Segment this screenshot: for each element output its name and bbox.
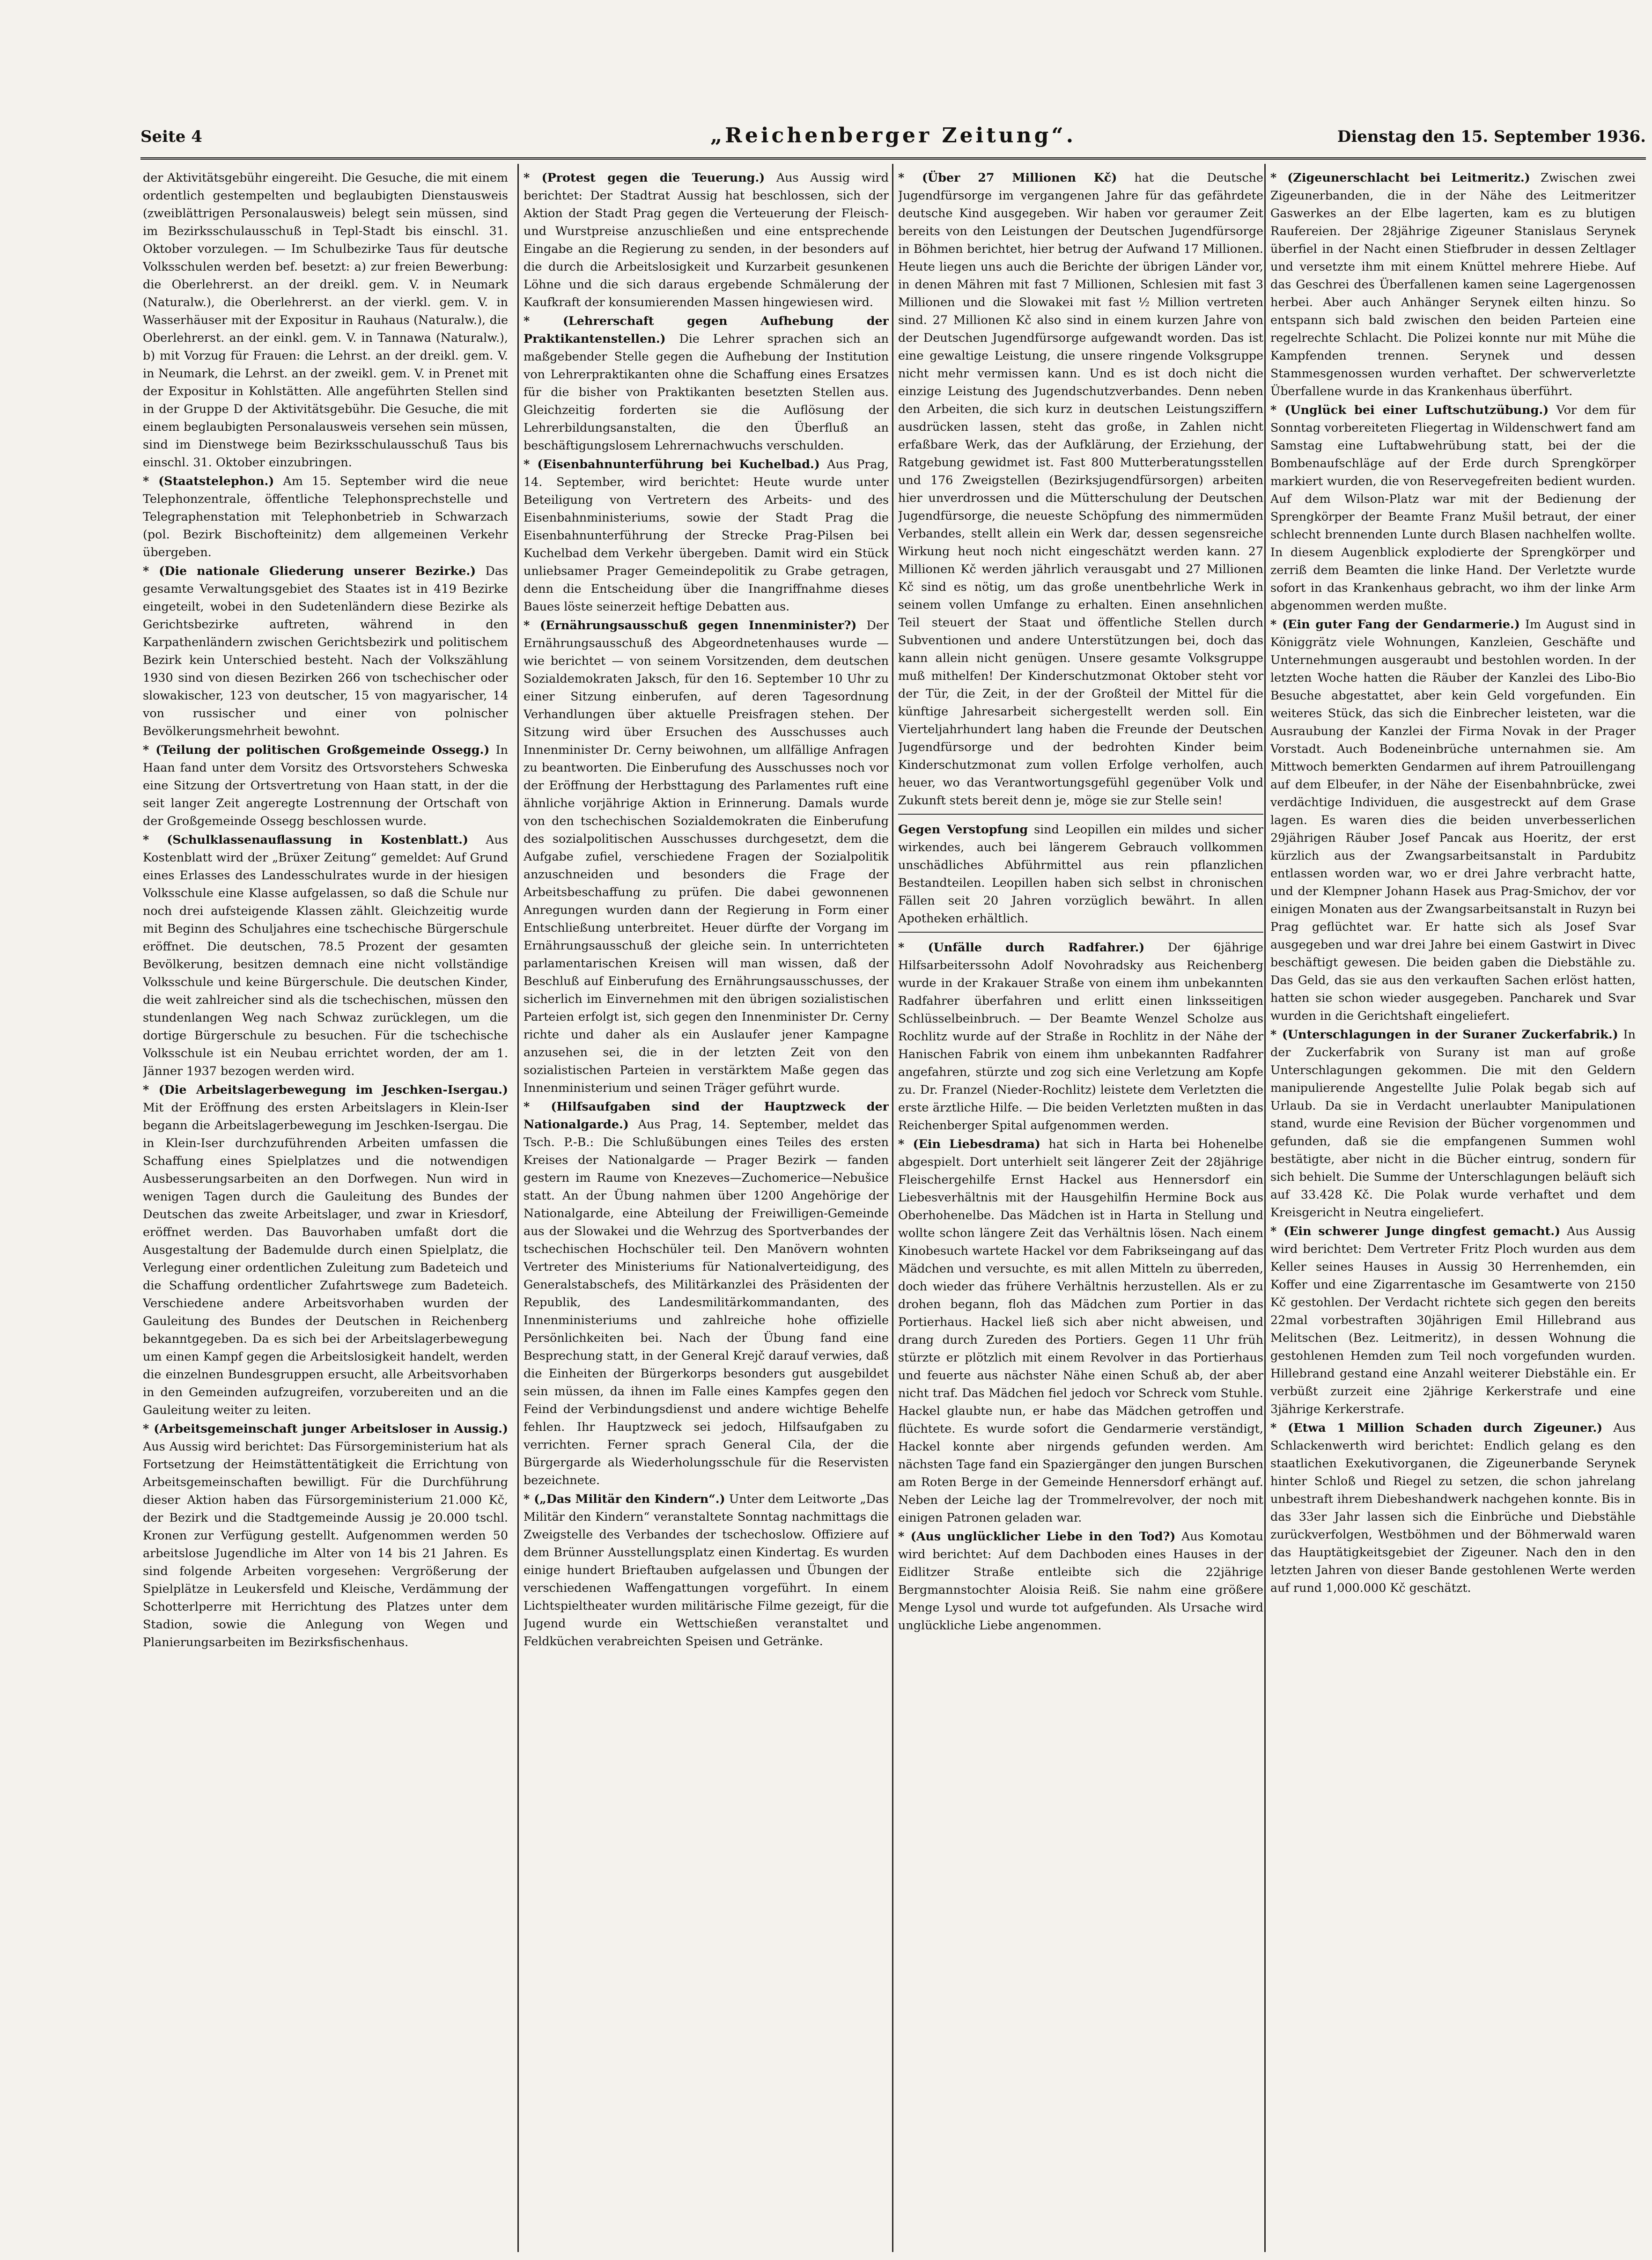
article-headline: * (Hilfsaufgaben sind der Hauptzweck der Nationalgarde.) [524, 1099, 889, 1131]
article-body: Aus Schlackenwerth wird berichtet: Endlich gelang es den staatlichen Exekutivorganen, die Zigeunerbande Serynek hinter Schloß und Riegel zu setzen, die schon jahrelang unbestraft ihrem Diebeshandwerk nachgehen konnte. Bis in das 33er Jahr lassen sich die Einbrüche und Diebstähle zurückverfolgen, Westböhmen und der Böhmerwald waren das Hauptätigkeitsgebiet der Zigeuner. Nach den in den letzten Jahren von dieser Bande gestohlenen Werte werden auf rund 1,000.000 Kč geschätzt. [1270, 1421, 1636, 1595]
article-headline: * (Lehrerschaft gegen Aufhebung der Praktikantenstellen.) [524, 314, 889, 346]
article [898, 1527, 1263, 1634]
article-body: Vor dem für Sonntag vorbereiteten Fliegertag in Wildenschwert fand am Samstag eine Luftabwehrübung statt, bei der die Bombenaufschläge auf der Erde durch Sprengkörper markiert wurden, die von Reservegefreiten bedient wurden. Auf dem Wilson-Platz war mit der Bedienung der Sprengkörper der Beamte Franz Mušil betraut, der einer schlecht brennenden Lunte durch Blasen nachhelfen wollte. In diesem Augenblick explodierte der Sprengkörper und zerriß dem Beamten die linke Hand. Der Verletzte wurde sofort in das Krankenhaus gebracht, wo ihm der linke Arm abgenommen werden mußte. [1270, 403, 1636, 612]
article [143, 1420, 508, 1651]
masthead [140, 123, 1646, 155]
article-body: Im August sind in Königgrätz viele Wohnungen, Kanzleien, Geschäfte und Unternehmungen ausgeraubt und bestohlen worden. In der letzten Woche hatten die Räuber der Kanzlei des Libo-Bio Besuche abgestattet, aber kein Geld vorgefunden. Ein weiteres Stück, das sich die Einbrecher leisteten, war die Ausraubung der Kanzlei der Firma Novak in der Prager Vorstadt. Auch Bodeneinbrüche unternahmen sie. Am Mittwoch bemerkten Gendarmen auf ihrem Patrouillengang auf dem Elbeufer, in der Nähe der Eisenbahnbrücke, zwei verdächtige Individuen, die ausgestreckt auf dem Grase lagen. Es waren dies die beiden unverbesserlichen 29jährigen Räuber Josef Pancak aus Hoeritz, der erst kürzlich aus der Zwangsarbeitsanstalt in Pardubitz entlassen worden war, wo er drei Jahre verbracht hatte, und der Klempner Johann Hasek aus Prag-Smichov, der vor einigen Monaten aus der Zwangsarbeitsanstalt in Ruzyn bei Prag geflüchtet war. Er hatte sich als Josef Svar ausgegeben und war drei Jahre bei einem Gastwirt in Divec beschäftigt gewesen. Die beiden gaben die Diebstähle zu. Das Geld, das sie aus den verkauften Sachen erlöst hatten, hatten sie schon wieder ausgegeben. Pancharek und Svar wurden in die Gerichtshaft eingeliefert. [1270, 617, 1636, 1023]
article-headline: * (Über 27 Millionen Kč) [898, 170, 1117, 184]
article [1270, 1025, 1636, 1221]
text-column-3 [898, 169, 1263, 2257]
article-headline: * (Die Arbeitslagerbewegung im Jeschken-Isergau.) [143, 1082, 508, 1097]
article-headline: * (Arbeitsgemeinschaft junger Arbeitsloser in Aussig.) [143, 1421, 508, 1436]
article [143, 169, 508, 471]
masthead-rule [140, 157, 1646, 160]
article-body: Aus Prag, 14. September, wird berichtet: Heute wurde unter Beteiligung von Vertretern des Arbeits- und des Eisenbahnministeriums, sowie der Stadt Prag die Eisenbahnunterführung der Strecke Prag-Pilsen bei Kuchelbad dem Verkehr übergeben. Damit wird ein Stück unliebsamer Prager Gemeindepolitik zu Grabe getragen, denn die Entscheidung über die Inangriffnahme dieses Baues löste seinerzeit heftige Debatten aus. [524, 457, 889, 613]
article [143, 831, 508, 1080]
article [524, 1097, 889, 1489]
article-headline: * (Staatstelephon.) [143, 474, 274, 488]
article [524, 616, 889, 1097]
text-column-4 [1270, 169, 1636, 2257]
article-body: Mit der Eröffnung des ersten Arbeitslagers in Klein-Iser begann die Arbeitslagerbewegung im Jeschken-Isergau. Die in Klein-Iser durchzuführenden Arbeiten umfassen die Schaffung eines Spielplatzes und die notwendigen Ausbesserungsarbeiten an den Dorfwegen. Nun wird in wenigen Tagen durch die Gauleitung des Bundes der Deutschen das zweite Arbeitslager, und zwar in Kriesdorf, eröffnet werden. Das Bauvorhaben umfaßt dort die Ausgestaltung der Bademulde durch einen Spielplatz, die Verlegung einer ordentlichen Zuleitung zum Badeteich und die Schaffung ordentlicher Zufahrtswege zum Badeteich. Verschiedene andere Arbeitsvorhaben wurden der Gauleitung des Bundes der Deutschen in Reichenberg bekanntgegeben. Da es sich bei der Arbeitslagerbewegung um einen Kampf gegen die Arbeitslosigkeit handelt, werden die einzelnen Bundesgruppen ersucht, alle Arbeitsvorhaben in den Gemeinden aufzugreifen, vorzubereiten und an die Gauleitung weiter zu leiten. [143, 1100, 508, 1417]
article [143, 1081, 508, 1419]
article-headline: * (Die nationale Gliederung unserer Bezirke.) [143, 564, 476, 578]
article-headline: * (Unterschlagungen in der Suraner Zuckerfabrik.) [1270, 1027, 1618, 1041]
text-column-2 [524, 169, 889, 2257]
article-body: Am 15. September wird die neue Telephonzentrale, öffentliche Telephonsprechstelle und Telegraphenstation mit Telephonbetrieb in Schwarzach (pol. Bezirk Bischofteinitz) dem allgemeinen Verkehr übergeben. [143, 474, 508, 559]
article-headline: * („Das Militär den Kindern“.) [524, 1492, 725, 1506]
article [898, 820, 1263, 927]
newspaper-title: „Reichenberger Zeitung“. [710, 124, 1077, 147]
article-body: Aus Komotau wird berichtet: Auf dem Dachboden eines Hauses in der Eidlitzer Straße entleibte sich die 22jährige Bergmannstochter Aloisia Reiß. Sie nahm eine größere Menge Lysol und wurde tot aufgefunden. Als Ursache wird unglückliche Liebe angenommen. [898, 1529, 1263, 1632]
page-number: Seite 4 [140, 127, 202, 146]
article-headline: * (Ein Liebesdrama) [898, 1137, 1040, 1151]
article [524, 169, 889, 311]
article-body: Zwischen zwei Zigeunerbanden, die in der Nähe des Leitmeritzer Gaswerkes an der Elbe lagerten, kam es zu blutigen Raufereien. Der 28jährige Zigeuner Stanislaus Serynek überfiel in der Nacht einen Stiefbruder in dessen Zeltlager und versetzte ihm mit einem Knüttel mehrere Hiebe. Auf das Geschrei des Überfallenen kamen seine Lagergenossen herbei. Aber auch Anhänger Serynek eilten hinzu. So entspann sich bald zwischen den beiden Parteien eine regelrechte Schlacht. Die Polizei konnte nur mit Mühe die Kampfenden trennen. Serynek und dessen Stammesgenossen wurden verhaftet. Der schwerverletzte Überfallene wurde in das Krankenhaus überführt. [1270, 170, 1636, 398]
article-body: Unter dem Leitworte „Das Militär den Kindern“ veranstaltete Sonntag nachmittags die Zweigstelle des Verbandes der tschechoslow. Offiziere auf dem Brünner Ausstellungsplatz einen Kindertag. Es wurden einige hundert Brieftauben aufgelassen und Übungen der verschiedenen Waffengattungen vorgeführt. In einem Lichtspieltheater wurden militärische Filme gezeigt, für die Jugend wurde ein Wettschießen veranstaltet und Feldküchen verabreichten Speisen und Getränke. [524, 1492, 889, 1648]
article-headline: * (Zigeunerschlacht bei Leitmeritz.) [1270, 170, 1530, 184]
article-body: sind Leopillen ein mildes und sicher wirkendes, auch bei längerem Gebrauch vollkommen unschädliches Abführmittel aus rein pflanzlichen Bestandteilen. Leopillen haben sich selbst in chronischen Fällen seit 20 Jahren vorzüglich bewährt. In allen Apotheken erhältlich. [898, 822, 1263, 925]
article-body: Aus Prag, 14. September, meldet das Tsch. P.-B.: Die Schlußübungen eines Teiles des ersten Kreises der Nationalgarde — Prager Bezirk — fanden gestern im Raume von Knezeves—Zuchomerice—Nebušice statt. An der Übung nahmen über 1200 Angehörige der Nationalgarde, eine Abteilung der Freiwilligen-Gemeinde aus der Slowakei und die Wehrzug des Sportverbandes der tschechischen Hochschüler teil. Den Manövern wohnten Vertreter des Ministeriums für Nationalverteidigung, des Generalstabschefs, des Militärkanzlei des Präsidenten der Republik, des Landesmilitärkommandanten, des Innenministeriums und zahlreiche hohe offizielle Persönlichkeiten bei. Nach der Übung fand eine Besprechung statt, in der General Krejč darauf verwies, daß die Einheiten der Bürgerkorps besonders gut ausgebildet sein müssen, da ihnen im Falle eines Kampfes gegen den Feind der Verbindungsdienst und andere wichtige Behelfe fehlen. Ihr Hauptzweck sei jedoch, Hilfsaufgaben zu verrichten. Ferner sprach General Cila, der die Bürgergarde als Wiederholungsschule für die Reservisten bezeichnete. [524, 1117, 889, 1487]
article-headline: * (Etwa 1 Million Schaden durch Zigeuner.) [1270, 1421, 1603, 1435]
article-headline: * (Ein guter Fang der Gendarmerie.) [1270, 617, 1520, 631]
article [898, 938, 1263, 1134]
article-body: hat die Deutsche Jugendfürsorge im vergangenen Jahre für das gefährdete deutsche Kind ausgegeben. Wir haben vor geraumer Zeit bereits von den Leistungen der Deutschen Jugendfürsorge in Böhmen berichtet, hier betrug der Aufwand 17 Millionen. Heute liegen uns auch die Berichte der übrigen Länder vor, in denen Mähren mit fast 7 Millionen, Schlesien mit fast 3 Millionen und die Slowakei mit fast ½ Million vertreten sind. 27 Millionen Kč also sind in einem kurzen Jahre von der Deutschen Jugendfürsorge aufgewandt worden. Das ist eine gewaltige Leistung, die unsere ringende Volksgruppe nicht mehr vermissen kann. Und es ist doch nicht die einzige Leistung des Jugendschutzverbandes. Denn neben den Arbeiten, die sich kurz in deutschen Leistungsziffern ausdrücken lassen, steht das große, in Zahlen nicht erfaßbare Werk, das der Aufklärung, der Erziehung, der Ratgebung gewidmet ist. Fast 800 Mutterberatungsstellen und 176 Zweigstellen (Bezirksjugendfürsorgen) arbeiten hier unverdrossen und die Mütterschulung der Deutschen Jugendfürsorge, die neueste Schöpfung des nimmermüden Verbandes, stellt allein ein Werk dar, dessen segensreiche Wirkung heut noch nicht eingeschätzt werden kann. 27 Millionen Kč werden jährlich verausgabt und 27 Millionen Kč sind es nötig, um das große unentbehrliche Werk in seinem vollen Umfange zu erhalten. Einen ansehnlichen Teil steuert der Staat und öffentliche Stellen durch Subventionen und andere Unterstützungen bei, doch das kann allein nicht genügen. Unsere gesamte Volksgruppe muß mithelfen! Der Kinderschutzmonat Oktober steht vor der Tür, die Zeit, in der der Großteil der Mittel für die künftige Jahresarbeit sichergestellt werden soll. Ein Vierteljahrhundert lang haben die Freunde der Deutschen Jugendfürsorge und der bedrohten Kinder beim Kinderschutzmonat zum vollen Erfolge verholfen, auch heuer, wo das Verantwortungsgefühl gegenüber Volk und Zukunft stets bereit denn je, möge sie zur Stelle sein! [898, 170, 1263, 807]
article-body: Der 6jährige Hilfsarbeiterssohn Adolf Novohradsky aus Reichenberg wurde in der Krakauer Straße von einem ihm unbekannten Radfahrer überfahren und erlitt einen linksseitigen Schlüsselbeinbruch. — Der Beamte Wenzel Scholze aus Rochlitz wurde auf der Straße in Rochlitz in der Nähe der Hanischen Fabrik von einem ihm unbekannten Radfahrer angefahren, stürzte und zog sich eine Verletzung am Kopfe zu. Dr. Franzel (Nieder-Rochlitz) leistete dem Verletzten die erste ärztliche Hilfe. — Die beiden Verletzten mußten in das Reichenberger Spital aufgenommen werden. [898, 940, 1263, 1132]
article-headline: * (Unglück bei einer Luftschutzübung.) [1270, 403, 1549, 417]
article-headline: * (Teilung der politischen Großgemeinde Ossegg.) [143, 743, 490, 757]
issue-date: Dienstag den 15. September 1936. [1337, 127, 1646, 146]
article [1270, 1222, 1636, 1418]
column-divider [517, 164, 519, 2252]
advert-separator [898, 932, 1263, 933]
column-divider [1264, 164, 1266, 2252]
article-body: Aus Kostenblatt wird der „Brüxer Zeitung“ gemeldet: Auf Grund eines Erlasses des Landesschulrates wurde in der hiesigen Volksschule eine Klasse aufgelassen, so daß die Schule nur noch drei aufsteigende Klassen zählt. Gleichzeitig wurde mit Beginn des Schuljahres eine tschechische Bürgerschule eröffnet. Die deutschen, 78.5 Prozent der gesamten Bevölkerung, besitzen demnach eine nicht vollständige Volksschule und keine Bürgerschule. Die deutschen Kinder, die weit zahlreicher sind als die tschechischen, müssen den stundenlangen Weg nach Schwaz zurücklegen, um die dortige Bürgerschule zu besuchen. Für die tschechische Volksschule ist ein Neubau errichtet worden, der am 1. Jänner 1937 bezogen werden wird. [143, 832, 508, 1078]
article-body: In Haan fand unter dem Vorsitz des Ortsvorstehers Schweska eine Sitzung der Ortsvertretung von Haan statt, in der die seit langer Zeit angeregte Lostrennung der Ortschaft von der Großgemeinde Ossegg beschlossen wurde. [143, 743, 508, 828]
article [898, 1135, 1263, 1526]
article-headline: * (Ernährungsausschuß gegen Innenminister?) [524, 618, 857, 632]
article-headline: * (Ein schwerer Junge dingfest gemacht.) [1270, 1224, 1561, 1238]
article-body: Aus Aussig wird berichtet: Der Stadtrat Aussig hat beschlossen, sich der Aktion der Stadt Prag gegen die Verteuerung der Fleisch- und Wurstpreise anzuschließen und eine entsprechende Eingabe an die Regierung zu senden, in der besonders auf die durch die Arbeitslosigkeit und Kurzarbeit gesunkenen Löhne und die sich daraus ergebende Schmälerung der Kaufkraft der konsumierenden Massen hingewiesen wird. [524, 170, 889, 309]
article-body: der Aktivitätsgebühr eingereiht. Die Gesuche, die mit einem ordentlich gestempelten und beglaubigten Dienstausweis (zweiblättrigen Personalausweis) belegt sein müssen, sind im Bezirksschulausschuß in Tepl-Stadt bis einschl. 31. Oktober vorzulegen. — Im Schulbezirke Taus für deutsche Volksschulen werden bef. besetzt: a) zur freien Bewerbung: die Oberlehrerst. an der dreikl. gem. V. in Neumark (Naturalw.), die Oberlehrerst. an der vierkl. gem. V. in Wasserhäuser mit der Expositur in Rauhaus (Naturalw.), die Oberlehrerst. an der einkl. gem. V. in Tannawa (Naturalw.), b) mit Vorzug für Frauen: die Lehrst. an der dreikl. gem. V. in Neumark, die Lehrst. an der zweikl. gem. V. in Prenet mit der Expositur in Kohlstätten. Alle angeführten Stellen sind in der Gruppe D der Aktivitätsgebühr. Die Gesuche, die mit einem beglaubigten Personalausweis versehen sein müssen, sind im Dienstwege beim Bezirksschulausschuß Taus bis einschl. 31. Oktober einzubringen. [143, 170, 508, 469]
article [1270, 401, 1636, 614]
article [524, 312, 889, 454]
article-body: Das gesamte Verwaltungsgebiet des Staates ist in 419 Bezirke eingeteilt, wobei in den Sudetenländern diese Bezirke als Gerichtsbezirke auftreten, während in den Karpathenländern zwischen Gerichtsbezirk und politischem Bezirk kein Unterschied besteht. Nach der Volkszählung 1930 sind von diesen Bezirken 266 von tschechischer oder slowakischer, 123 von deutscher, 15 von magyarischer, 14 von russischer und einer von polnischer Bevölkerungsmehrheit bewohnt. [143, 564, 508, 738]
text-column-1 [143, 169, 508, 2257]
article-headline: * (Aus unglücklicher Liebe in den Tod?) [898, 1529, 1176, 1543]
article [1270, 169, 1636, 400]
article-headline: * (Unfälle durch Radfahrer.) [898, 940, 1145, 954]
article-body: hat sich in Harta bei Hohenelbe abgespielt. Dort unterhielt seit längerer Zeit der 28jährige Fleischergehilfe Ernst Hackel aus Hennersdorf ein Liebesverhältnis mit der Hausgehilfin Hermine Bock aus Oberhohenelbe. Das Mädchen ist in Harta in Stellung und wollte schon längere Zeit das Verhältnis lösen. Nach einem Kinobesuch wartete Hackel vor dem Fabrikseingang auf das Mädchen und versuchte, es mit allen Mitteln zu überreden, doch wieder das frühere Verhältnis herzustellen. Als er zu drohen begann, floh das Mädchen zum Portier in das Portierhaus. Hackel ließ sich aber nicht abweisen, und drang durch Zureden des Portiers. Gegen 11 Uhr früh stürzte er plötzlich mit einem Revolver in das Portierhaus und feuerte aus nächster Nähe einen Schuß ab, der aber nicht traf. Das Mädchen fiel jedoch vor Schreck vom Stuhle. Hackel glaubte nun, er habe das Mädchen getroffen und flüchtete. Es wurde sofort die Gendarmerie verständigt, Hackel konnte aber nirgends gefunden werden. Am nächsten Tage fand ein Spaziergänger den jungen Burschen am Roten Berge in der Gemeinde Hennersdorf erhängt auf. Neben der Leiche lag der Trommelrevolver, der noch mit einigen Patronen geladen war. [898, 1137, 1263, 1524]
article [143, 472, 508, 561]
article-headline: * (Schulklassenauflassung in Kostenblatt.) [143, 832, 469, 847]
article [143, 562, 508, 740]
advert-separator [898, 814, 1263, 815]
article-body: Die Lehrer sprachen sich an maßgebender Stelle gegen die Aufhebung der Institution von Lehrerpraktikanten ohne die Schaffung eines Ersatzes für die bisher von Praktikanten besetzten Stellen aus. Gleichzeitig forderten sie die Auflösung der Lehrerbildungsanstalten, die den Überfluß an beschäftigungslosem Lehrernachwuchs verschulden. [524, 331, 889, 452]
article-body: In der Zuckerfabrik von Surany ist man auf große Unterschlagungen gekommen. Die mit den Geldern manipulierende Angestellte Julie Polak begab sich auf Urlaub. Da sie in Verdacht unerlaubter Manipulationen stand, wurde eine Revision der Bücher vorgenommen und gefunden, daß sie die empfangenen Summen wohl bestätigte, aber nicht in die Bücher eintrug, sondern für sich behielt. Die Summe der Unterschlagungen beläuft sich auf 33.428 Kč. Die Polak wurde verhaftet und dem Kreisgericht in Neutra eingeliefert. [1270, 1027, 1636, 1219]
article-body: Aus Aussig wird berichtet: Dem Vertreter Fritz Ploch wurden aus dem Keller seines Hauses in Aussig 30 Herrenhemden, ein Koffer und eine Zigarrentasche im Gesamtwerte von 2150 Kč gestohlen. Der Verdacht richtete sich gegen den bereits 22mal vorbestraften 30jährigen Emil Hillebrand aus Melitschen (Bez. Leitmeritz), in dessen Wohnung die gestohlenen Hemden zum Teil noch vorgefunden wurden. Hillebrand gestand eine Anzahl weiterer Diebstähle ein. Er verbüßt zurzeit eine 2jährige Kerkerstrafe und eine 3jährige Kerkerstrafe. [1270, 1224, 1636, 1416]
article-body: Aus Aussig wird berichtet: Das Fürsorgeministerium hat als Fortsetzung der Heimstättentätigkeit die Errichtung von Arbeitsgemeinschaften bewilligt. Für die Durchführung dieser Aktion haben das Fürsorgeministerium 21.000 Kč, der Bezirk und die Stadtgemeinde Aussig je 20.000 tschl. Kronen zur Verfügung gestellt. Aufgenommen werden 50 arbeitslose Jugendliche im Alter von 14 bis 21 Jahren. Es sind folgende Arbeiten vorgesehen: Vergrößerung der Spielplätze in Leukersfeld und Kleische, Verdämmung der Schotterlperre mit Herrichtung des Platzes unter dem Stadion, sowie die Anlegung von Wegen und Planierungsarbeiten im Bezirksfischenhaus. [143, 1439, 508, 1649]
article-headline: * (Protest gegen die Teuerung.) [524, 170, 765, 184]
article-headline: Gegen Verstopfung [898, 822, 1028, 836]
column-divider [892, 164, 893, 2252]
article-body: Der Ernährungsausschuß des Abgeordnetenhauses wurde — wie berichtet — von seinem Vorsitzenden, dem deutschen Sozialdemokraten Jaksch, für den 16. September 10 Uhr zu einer Sitzung einberufen, auf deren Tagesordnung Verhandlungen über aktuelle Preisfragen stehen. Der Sitzung wird über Ersuchen des Ausschusses auch Innenminister Dr. Cerny beiwohnen, um allfällige Anfragen zu beantworten. Die Einberufung des Ausschusses noch vor der Eröffnung der Herbsttagung des Parlamentes ruft eine ähnliche vorjährige Aktion in Erinnerung. Damals wurde von den tschechischen Sozialdemokraten die Einberufung des sozialpolitischen Ausschusses durchgesetzt, dem die Aufgabe zufiel, verschiedene Fragen der Sozialpolitik anzuschneiden und besonders die Frage der Arbeitsbeschaffung zu prüfen. Die dabei gewonnenen Anregungen wurden dann der Regierung in Form einer Entschließung unterbreitet. Heuer dürfte der Vorgang im Ernährungsausschuß der gleiche sein. In unterrichteten parlamentarischen Kreisen will man wissen, daß der Beschluß auf Einberufung des Ernährungsausschusses, der sicherlich im Einvernehmen mit den übrigen sozialistischen Parteien erfolgt ist, sich gegen den Innenminister Dr. Cerny richte und daher als ein Auslaufer jener Kampagne anzusehen sei, die in der letzten Zeit von den sozialistischen Parteien in verstärktem Maße gegen das Innenministerium und seinen Träger geführt wurde. [524, 618, 889, 1095]
article [524, 455, 889, 615]
article-headline: * (Eisenbahnunterführung bei Kuchelbad.) [524, 457, 820, 471]
article [1270, 1419, 1636, 1597]
article [143, 741, 508, 830]
article [524, 1490, 889, 1650]
article [1270, 615, 1636, 1024]
article [898, 169, 1263, 809]
